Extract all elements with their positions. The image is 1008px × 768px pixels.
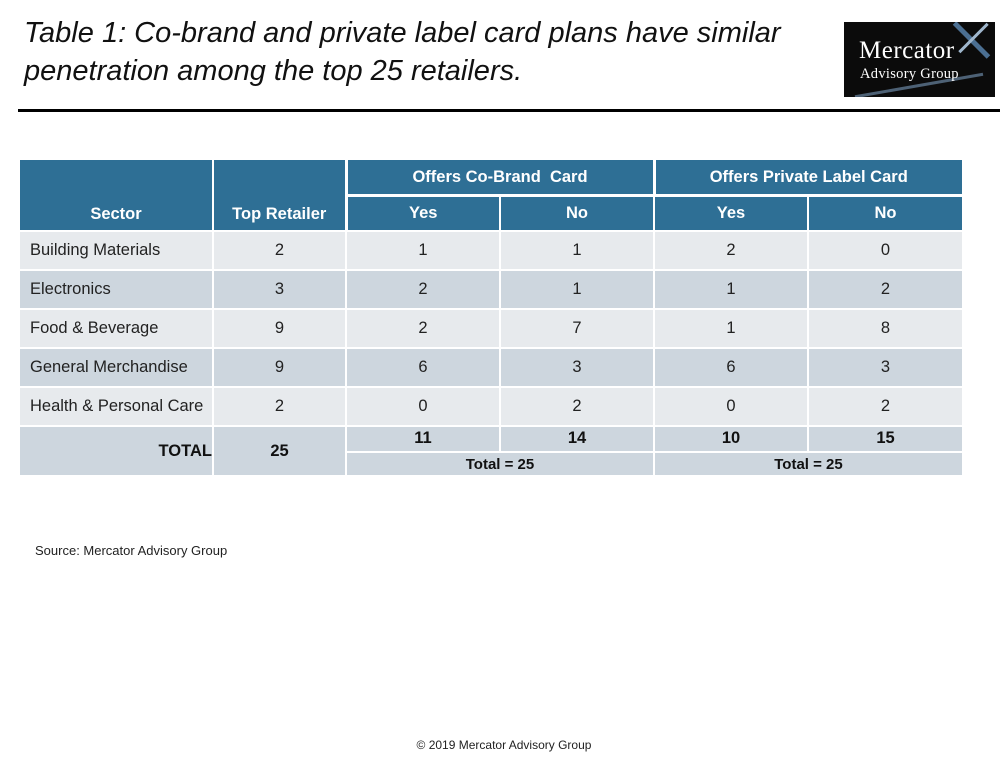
cell-private-label-no: 3 xyxy=(808,348,962,387)
cell-cobrand-no: 1 xyxy=(500,231,654,270)
table-row xyxy=(20,309,962,348)
cell-cobrand-no: 2 xyxy=(500,387,654,426)
cell-total-label: TOTAL xyxy=(20,426,213,475)
source-note: Source: Mercator Advisory Group xyxy=(35,543,228,558)
table-row xyxy=(20,231,962,270)
header-private-label-no: No xyxy=(808,196,962,232)
cell-cobrand-yes: 6 xyxy=(346,348,500,387)
cell-sector: Health & Personal Care xyxy=(20,387,213,426)
table-row xyxy=(20,348,962,387)
cell-sector: Building Materials xyxy=(20,231,213,270)
cell-cobrand-no: 1 xyxy=(500,270,654,309)
header-cobrand-no: No xyxy=(500,196,654,232)
cell-private-label-yes: 0 xyxy=(654,387,808,426)
cell-total-top-retailer: 25 xyxy=(213,426,346,475)
mercator-logo xyxy=(844,22,995,97)
cell-private-label-no: 8 xyxy=(808,309,962,348)
cell-cobrand-yes: 2 xyxy=(346,309,500,348)
cell-private-label-yes: 1 xyxy=(654,309,808,348)
header-cobrand-card: Offers Co-Brand Card xyxy=(346,160,654,196)
header-private-label-yes: Yes xyxy=(654,196,808,232)
cell-private-label-no: 0 xyxy=(808,231,962,270)
cell-sector: General Merchandise xyxy=(20,348,213,387)
table-row xyxy=(20,270,962,309)
title-divider xyxy=(18,109,1000,112)
header-private-label-card: Offers Private Label Card xyxy=(654,160,962,196)
cell-top-retailer: 3 xyxy=(213,270,346,309)
cell-total-cobrand-no: 14 xyxy=(500,426,654,452)
cell-total-private-label-yes: 10 xyxy=(654,426,808,452)
cell-total-private-label-no: 15 xyxy=(808,426,962,452)
logo-text-mercator: Mercator xyxy=(859,37,955,64)
cell-private-label-no: 2 xyxy=(808,387,962,426)
header-cobrand-yes: Yes xyxy=(346,196,500,232)
cell-private-label-yes: 2 xyxy=(654,231,808,270)
cell-cobrand-no: 7 xyxy=(500,309,654,348)
cell-cobrand-no: 3 xyxy=(500,348,654,387)
retailer-card-table xyxy=(20,160,962,475)
cell-private-label-no: 2 xyxy=(808,270,962,309)
cell-cobrand-yes: 2 xyxy=(346,270,500,309)
copyright-footer: © 2019 Mercator Advisory Group xyxy=(416,738,592,752)
cell-sector: Food & Beverage xyxy=(20,309,213,348)
total-row xyxy=(20,426,962,452)
cell-private-label-grand-total: Total = 25 xyxy=(654,452,962,475)
cell-top-retailer: 2 xyxy=(213,387,346,426)
cell-total-cobrand-yes: 11 xyxy=(346,426,500,452)
cell-top-retailer: 9 xyxy=(213,309,346,348)
cell-cobrand-yes: 0 xyxy=(346,387,500,426)
slide-title: Table 1: Co-brand and private label card plans have similar penetration among the top 25 retailers. xyxy=(24,17,781,87)
cell-top-retailer: 9 xyxy=(213,348,346,387)
header-top-retailer: Top Retailer xyxy=(213,160,346,231)
cell-sector: Electronics xyxy=(20,270,213,309)
header-sector: Sector xyxy=(20,160,213,231)
cell-cobrand-grand-total: Total = 25 xyxy=(346,452,654,475)
logo-text-advisory-group: Advisory Group xyxy=(860,66,959,82)
cell-cobrand-yes: 1 xyxy=(346,231,500,270)
cell-top-retailer: 2 xyxy=(213,231,346,270)
cell-private-label-yes: 6 xyxy=(654,348,808,387)
cell-private-label-yes: 1 xyxy=(654,270,808,309)
table-row xyxy=(20,387,962,426)
